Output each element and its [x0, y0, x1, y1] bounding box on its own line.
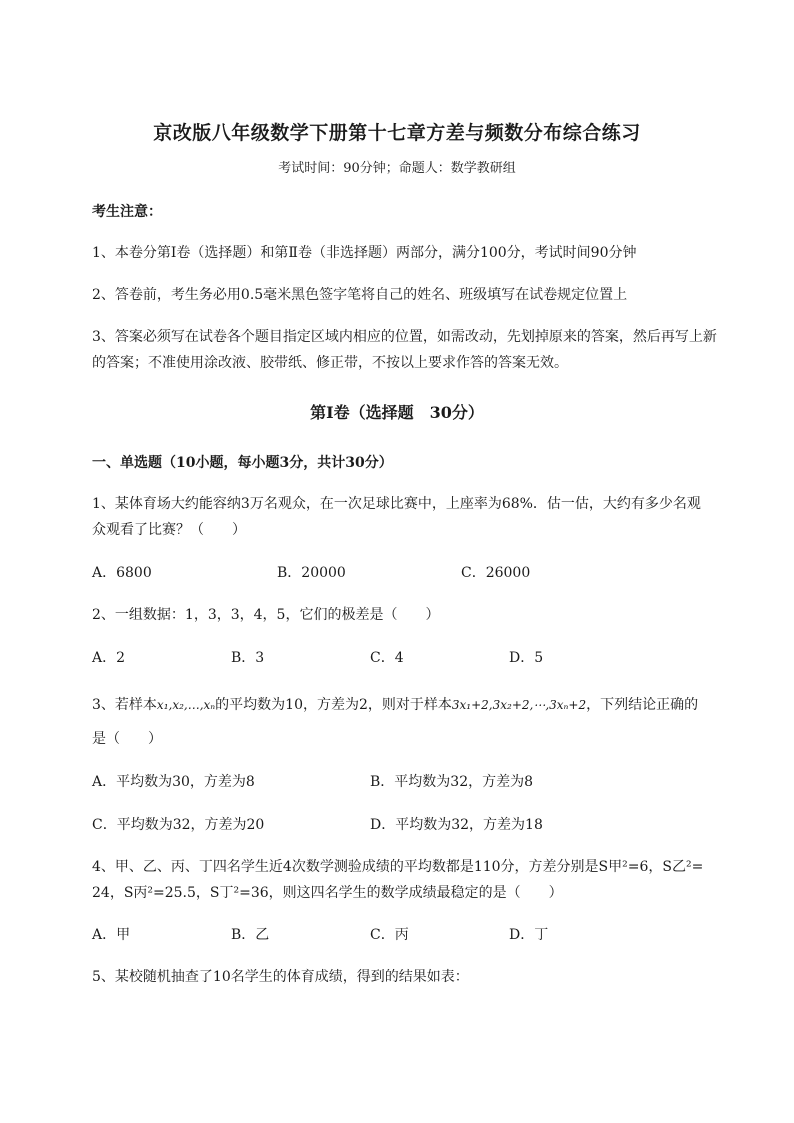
question-4-line-1: 4、甲、乙、丙、丁四名学生近4次数学测验成绩的平均数都是110分，方差分别是S甲²=6，S乙²=: [92, 859, 704, 875]
question-4-option-d[interactable]: D．丁: [509, 927, 549, 943]
question-2-option-d[interactable]: D．5: [509, 650, 544, 666]
question-3-option-c[interactable]: C．平均数为32，方差为20: [92, 817, 265, 833]
question-4-line-2: 24，S丙²=25.5，S丁²=36，则这四名学生的数学成绩最稳定的是（ ）: [92, 885, 563, 901]
question-3-suffix: ，下列结论正确的: [586, 697, 699, 713]
question-3-line-1: [92, 694, 698, 714]
question-2-stem: 2、一组数据：1，3，3，4，5，它们的极差是（ ）: [92, 607, 440, 623]
part-title: 一、单选题（10小题，每小题3分，共计30分）: [92, 455, 393, 471]
question-2-option-c[interactable]: C．4: [370, 650, 404, 666]
question-4-option-b[interactable]: B．乙: [231, 927, 270, 943]
question-1-option-c[interactable]: C．26000: [461, 565, 531, 581]
question-3-prefix: 3、若样本: [92, 697, 157, 713]
question-4-option-a[interactable]: A．甲: [92, 927, 131, 943]
question-1-option-a[interactable]: A．6800: [92, 565, 152, 581]
notice-item-2: 2、答卷前，考生务必用0.5毫米黑色签字笔将自己的姓名、班级填写在试卷规定位置上: [92, 287, 628, 303]
question-5-stem: 5、某校随机抽查了10名学生的体育成绩，得到的结果如表：: [92, 969, 469, 985]
section-title: 第I卷（选择题 30分）: [310, 403, 484, 422]
question-3-sample-expr: x₁,x₂,…,xₙ: [156, 698, 216, 712]
question-3-option-d[interactable]: D．平均数为32，方差为18: [370, 817, 543, 833]
question-2-option-a[interactable]: A．2: [92, 650, 126, 666]
question-3-transformed-expr: 3x₁+2,3x₂+2,⋯,3xₙ+2: [451, 698, 587, 712]
question-1-line-1: 1、某体育场大约能容纳3万名观众，在一次足球比赛中，上座率为68%．估一估，大约有多少名观: [92, 496, 701, 512]
question-3-option-b[interactable]: B．平均数为32，方差为8: [370, 774, 534, 790]
question-3-option-a[interactable]: A．平均数为30，方差为8: [92, 774, 255, 790]
page-subtitle: 考试时间：90分钟；命题人：数学教研组: [278, 161, 516, 176]
question-3-mid: 的平均数为10，方差为2，则对于样本: [215, 697, 452, 713]
notice-item-3-cont: 的答案；不准使用涂改液、胶带纸、修正带，不按以上要求作答的答案无效。: [92, 355, 568, 371]
question-1-option-b[interactable]: B．20000: [277, 565, 346, 581]
question-4-option-c[interactable]: C．丙: [370, 927, 409, 943]
question-3-line-2: 是（ ）: [92, 731, 162, 747]
page-title: 京改版八年级数学下册第十七章方差与频数分布综合练习: [153, 122, 641, 144]
notice-item-3: 3、答案必须写在试卷各个题目指定区域内相应的位置，如需改动，先划掉原来的答案，然后再写上新: [92, 329, 717, 345]
notice-item-1: 1、本卷分第I卷（选择题）和第Ⅱ卷（非选择题）两部分，满分100分，考试时间90分钟: [92, 245, 637, 261]
question-2-option-b[interactable]: B．3: [231, 650, 265, 666]
notice-heading: 考生注意：: [92, 204, 162, 220]
question-1-line-2: 众观看了比赛？（ ）: [92, 522, 246, 538]
